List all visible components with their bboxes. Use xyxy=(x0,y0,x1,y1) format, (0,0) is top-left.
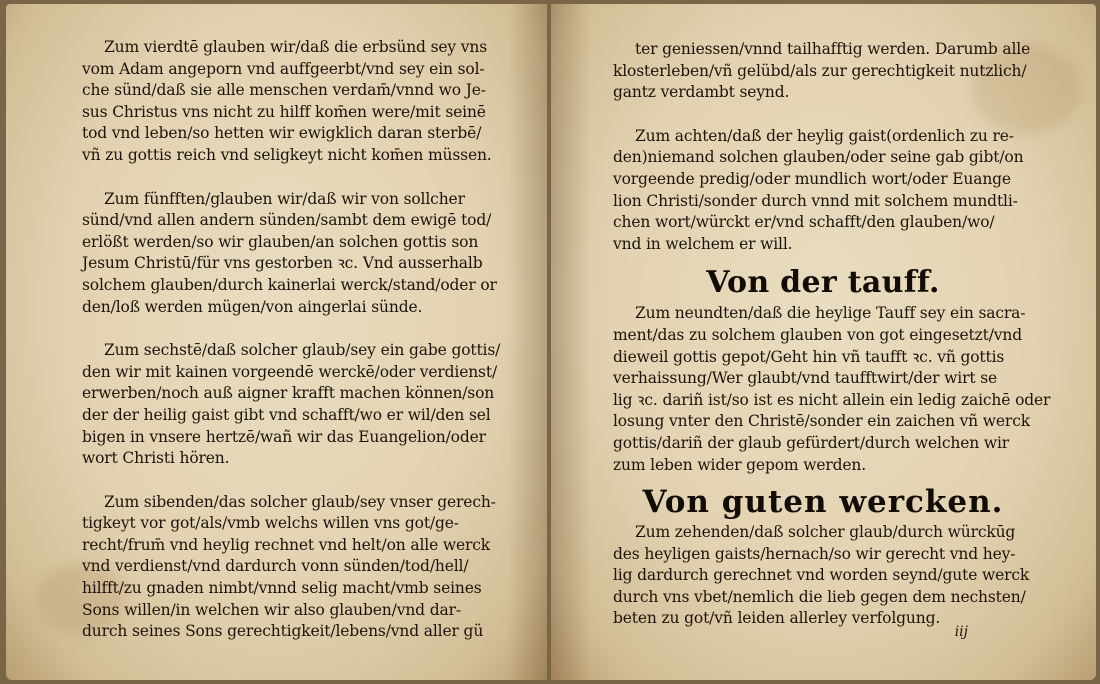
right-page-text xyxy=(613,39,1051,634)
text-line: ment/das zu solchem glauben von got eingesetzt/vnd xyxy=(613,325,1022,344)
text-line: tod vnd leben/so hetten wir ewigklich daran sterbē/ xyxy=(82,124,482,143)
text-line: den/loß werden mügen/von aingerlai sünde. xyxy=(82,297,423,316)
section-heading-wercken: Von guten wercken. xyxy=(642,484,1004,521)
text-line: sus Christus vns nicht zu hilff kom̄en were/mit seinē xyxy=(82,102,486,121)
text-line: wort Christi hören. xyxy=(82,449,230,468)
text-line: erwerben/noch auß aigner krafft machen können/son xyxy=(82,384,495,403)
right-paragraph-tauff xyxy=(613,303,1051,476)
text-line: vnd in welchem er will. xyxy=(613,234,793,253)
text-line: Zum sibenden/das solcher glaub/sey vnser gerech- xyxy=(104,492,496,511)
text-line: verhaissung/Wer glaubt/vnd taufftwirt/der wirt se xyxy=(613,369,998,388)
paragraph xyxy=(82,189,502,319)
text-line: vom Adam angeporn vnd auffgeerbt/vnd sey ein sol- xyxy=(82,59,485,78)
text-line: klosterleben/vñ gelübd/als zur gerechtigkeit nutzlich/ xyxy=(613,61,1027,80)
text-line: lion Christi/sonder durch vnnd mit solchem mundtli- xyxy=(613,191,1018,210)
left-page-text xyxy=(82,37,502,665)
text-line: hilfft/zu gnaden nimbt/vnnd selig macht/vmb seines xyxy=(82,579,482,598)
text-line: beten zu got/vñ leiden allerley verfolgung. xyxy=(613,609,941,628)
paragraph xyxy=(613,522,1033,630)
right-page xyxy=(551,4,1096,680)
right-paragraph-wercken xyxy=(613,522,1033,630)
text-line: durch vns vbet/nemlich die lieb gegen dem nechsten/ xyxy=(613,587,1026,606)
text-line: vnd verdienst/vnd dardurch vonn sünden/tod/hell/ xyxy=(82,557,469,576)
text-line: bigen in vnsere hertzē/wañ wir das Euangelion/oder xyxy=(82,427,486,446)
paragraph xyxy=(613,303,1051,476)
text-line: chen wort/würckt er/vnd schafft/den glauben/wo/ xyxy=(613,213,995,232)
text-line: Sons willen/in welchen wir also glauben/vnd dar- xyxy=(82,600,461,619)
text-line: recht/frum̄ vnd heylig rechnet vnd helt/on alle werck xyxy=(82,535,491,554)
text-line: den wir mit kainen vorgeendē werckē/oder verdienst/ xyxy=(82,362,498,381)
paragraph xyxy=(613,126,1033,256)
text-line: solchem glauben/durch kainerlai werck/stand/oder or xyxy=(82,275,497,294)
text-line: che sünd/daß sie alle menschen verdam̄/vnnd wo Je- xyxy=(82,81,486,100)
section-heading-tauff: Von der tauff. xyxy=(706,265,940,301)
text-line: gantz verdambt seynd. xyxy=(613,83,790,102)
text-line: vñ zu gottis reich vnd seligkeyt nicht kom̄en müssen. xyxy=(82,145,492,164)
text-line: sünd/vnd allen andern sünden/sambt dem ewigē tod/ xyxy=(82,211,492,230)
text-line: Zum sechstē/daß solcher glaub/sey ein gabe gottis/ xyxy=(104,341,501,360)
paragraph xyxy=(82,37,502,167)
text-line: tigkeyt vor got/als/vmb welchs willen vns got/ge- xyxy=(82,514,459,533)
text-line: zum leben wider gepom werden. xyxy=(613,455,867,474)
text-line: Jesum Christū/für vns gestorben ꝛc. Vnd ausserhalb xyxy=(82,254,483,273)
text-line: ter geniessen/vnnd tailhafftig werden. Darumb alle xyxy=(635,40,1031,58)
text-line: der der heilig gaist gibt vnd schafft/wo er wil/den sel xyxy=(82,405,491,424)
text-line: Zum zehenden/daß solcher glaub/durch würckūg xyxy=(635,523,1016,542)
text-line: Zum fünfften/glauben wir/daß wir von sollcher xyxy=(104,189,465,208)
text-line: Zum neundten/daß die heylige Tauff sey ein sacra- xyxy=(635,304,1026,323)
text-line: dieweil gottis gepot/Geht hin vñ taufft ꝛc. vñ gottis xyxy=(613,347,1005,366)
text-line: erlößt werden/so wir glauben/an solchen gottis son xyxy=(82,232,479,251)
text-line: den)niemand solchen glauben/oder seine gab gibt/on xyxy=(613,148,1024,167)
paragraph xyxy=(82,492,502,643)
right-paragraphs-before xyxy=(613,39,1033,255)
paragraph xyxy=(82,340,502,470)
text-line: vorgeende predig/oder mundlich wort/oder Euange xyxy=(613,169,1011,188)
text-line: lig dardurch gerechnet vnd worden seynd/gute werck xyxy=(613,566,1030,585)
left-page xyxy=(6,4,547,680)
text-line: lig ꝛc. dariñ ist/so ist es nicht allein ein ledig zaichē oder xyxy=(613,390,1051,409)
text-line: losung vnter den Christē/sonder ein zaichen vñ werck xyxy=(613,412,1030,431)
text-line: gottis/dariñ der glaub gefürdert/durch welchen wir xyxy=(613,433,1010,452)
text-line: des heyligen gaists/hernach/so wir gerecht vnd hey- xyxy=(613,544,1016,563)
text-line: durch seines Sons gerechtigkeit/lebens/vnd aller gü xyxy=(82,622,484,641)
folio-number: iij xyxy=(954,624,968,640)
paragraph xyxy=(613,39,1033,104)
text-line: Zum achten/daß der heylig gaist(ordenlich zu re- xyxy=(635,126,1014,145)
text-line: Zum vierdtē glauben wir/daß die erbsünd sey vns xyxy=(104,38,488,56)
